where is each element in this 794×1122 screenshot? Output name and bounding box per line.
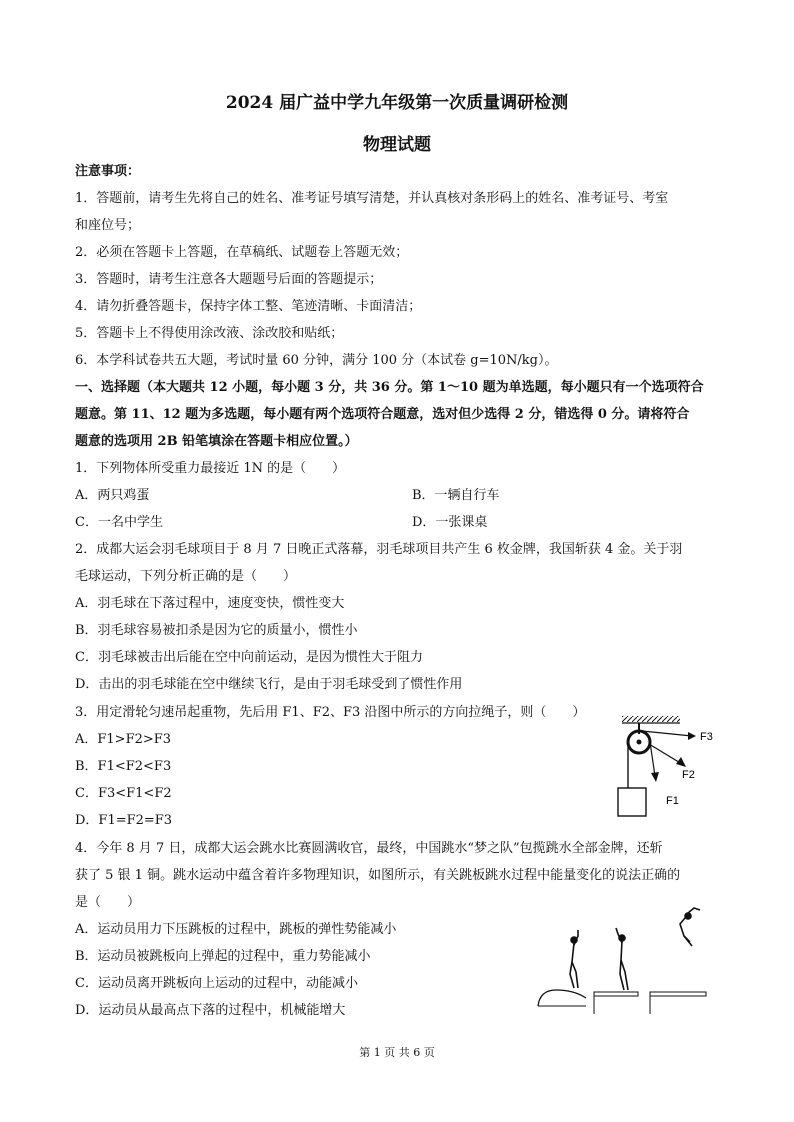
diver-pressing xyxy=(570,930,578,988)
section1-line-3: 题意的选项用 2B 铅笔填涂在答题卡相应位置。） xyxy=(75,434,358,449)
weight-block xyxy=(618,788,646,816)
notes-item-1: 1．答题前，请考生先将自己的姓名、准考证号填写清楚，并认真核对条形码上的姓名、准考证号、考室 xyxy=(75,191,669,206)
ceiling-hatch xyxy=(622,716,680,722)
pulley-figure xyxy=(612,712,722,824)
notes-item-3: 3．答题时，请考生注意各大题题号后面的答题提示； xyxy=(75,272,383,287)
q1-option-d: D．一张课桌 xyxy=(412,515,488,530)
page-footer: 第 1 页 共 6 页 xyxy=(359,1046,435,1059)
arrow-f3 xyxy=(688,732,696,740)
q4-option-c: C．运动员离开跳板向上运动的过程中，动能减小 xyxy=(75,976,358,991)
q2-stem-2: 毛球运动，下列分析正确的是（ ） xyxy=(75,569,297,584)
springboard-bent xyxy=(538,990,586,1006)
diver-bouncing xyxy=(616,928,628,990)
q2-option-a: A．羽毛球在下落过程中，速度变快，惯性变大 xyxy=(75,596,345,611)
arrow-f2 xyxy=(676,757,686,767)
notes-item-1-cont: 和座位号； xyxy=(75,218,141,233)
notes-item-5: 5．答题卡上不得使用涂改液、涂改胶和贴纸； xyxy=(75,326,344,341)
q4-stem-3: 是（ ） xyxy=(75,895,141,910)
q1-option-c: C．一名中学生 xyxy=(75,515,163,530)
q2-option-d: D．击出的羽毛球能在空中继续飞行，是由于羽毛球受到了惯性作用 xyxy=(75,677,463,692)
q4-option-b: B．运动员被跳板向上弹起的过程中，重力势能减小 xyxy=(75,949,371,964)
pulley-axle xyxy=(637,740,642,745)
section1-line-1: 一、选择题（本大题共 12 小题，每小题 3 分，共 36 分。第 1～10 题为单选题，每小题只有一个选项符合 xyxy=(75,380,704,395)
q1-stem: 1．下列物体所受重力最接近 1N 的是（ ） xyxy=(75,461,346,476)
q1-option-b: B．一辆自行车 xyxy=(412,488,500,503)
q4-stem-1: 4．今年 8 月 7 日，成都大运会跳水比赛圆满收官，最终，中国跳水“梦之队”包揽跳水全部金牌，还斩 xyxy=(75,841,663,856)
diving-figure xyxy=(534,902,720,1020)
label-f2: F2 xyxy=(682,769,695,781)
notes-item-2: 2．必须在答题卡上答题，在草稿纸、试题卷上答题无效； xyxy=(75,245,409,260)
q4-stem-2: 获了 5 银 1 铜。跳水运动中蕴含着许多物理知识，如图所示，有关跳板跳水过程中能量变化的说法正确的 xyxy=(75,868,681,883)
notes-heading: 注意事项： xyxy=(75,164,141,179)
q3-option-b: B．F1<F2<F3 xyxy=(75,759,172,774)
springboard-3 xyxy=(650,992,706,996)
q1-option-a: A．两只鸡蛋 xyxy=(75,488,150,503)
q3-option-a: A．F1>F2>F3 xyxy=(75,732,172,747)
exam-title: 2024 届广益中学九年级第一次质量调研检测 xyxy=(225,93,569,113)
label-f1: F1 xyxy=(666,795,679,807)
q2-stem-1: 2．成都大运会羽毛球项目于 8 月 7 日晚正式落幕，羽毛球项目共产生 6 枚金牌，我国斩获 4 金。关于羽 xyxy=(75,542,683,557)
q4-option-a: A．运动员用力下压跳板的过程中，跳板的弹性势能减小 xyxy=(75,922,397,937)
section1-line-2: 题意。第 11、12 题为多选题，每小题有两个选项符合题意，选对但少选得 2 分，错选得 0 分。请将符合 xyxy=(75,407,690,422)
notes-item-6: 6．本学科试卷共五大题，考试时量 60 分钟，满分 100 分（本试卷 g=10N/kg）。 xyxy=(75,353,558,368)
q4-option-d: D．运动员从最高点下落的过程中，机械能增大 xyxy=(75,1003,346,1018)
diver-diving xyxy=(680,908,700,946)
q2-option-b: B．羽毛球容易被扣杀是因为它的质量小，惯性小 xyxy=(75,623,358,638)
subject-title: 物理试题 xyxy=(363,135,431,155)
springboard-2 xyxy=(594,992,638,996)
label-f3: F3 xyxy=(700,731,713,743)
arrow-f1 xyxy=(651,772,659,782)
q3-option-d: D．F1=F2=F3 xyxy=(75,813,173,828)
q3-option-c: C．F3<F1<F2 xyxy=(75,786,172,801)
q3-stem: 3．用定滑轮匀速吊起重物，先后用 F1、F2、F3 沿图中所示的方向拉绳子，则（ ） xyxy=(75,705,586,720)
notes-item-4: 4．请勿折叠答题卡，保持字体工整、笔迹清晰、卡面清洁； xyxy=(75,299,422,314)
rope-f2 xyxy=(649,744,682,764)
q2-option-c: C．羽毛球被击出后能在空中向前运动，是因为惯性大于阻力 xyxy=(75,650,423,665)
